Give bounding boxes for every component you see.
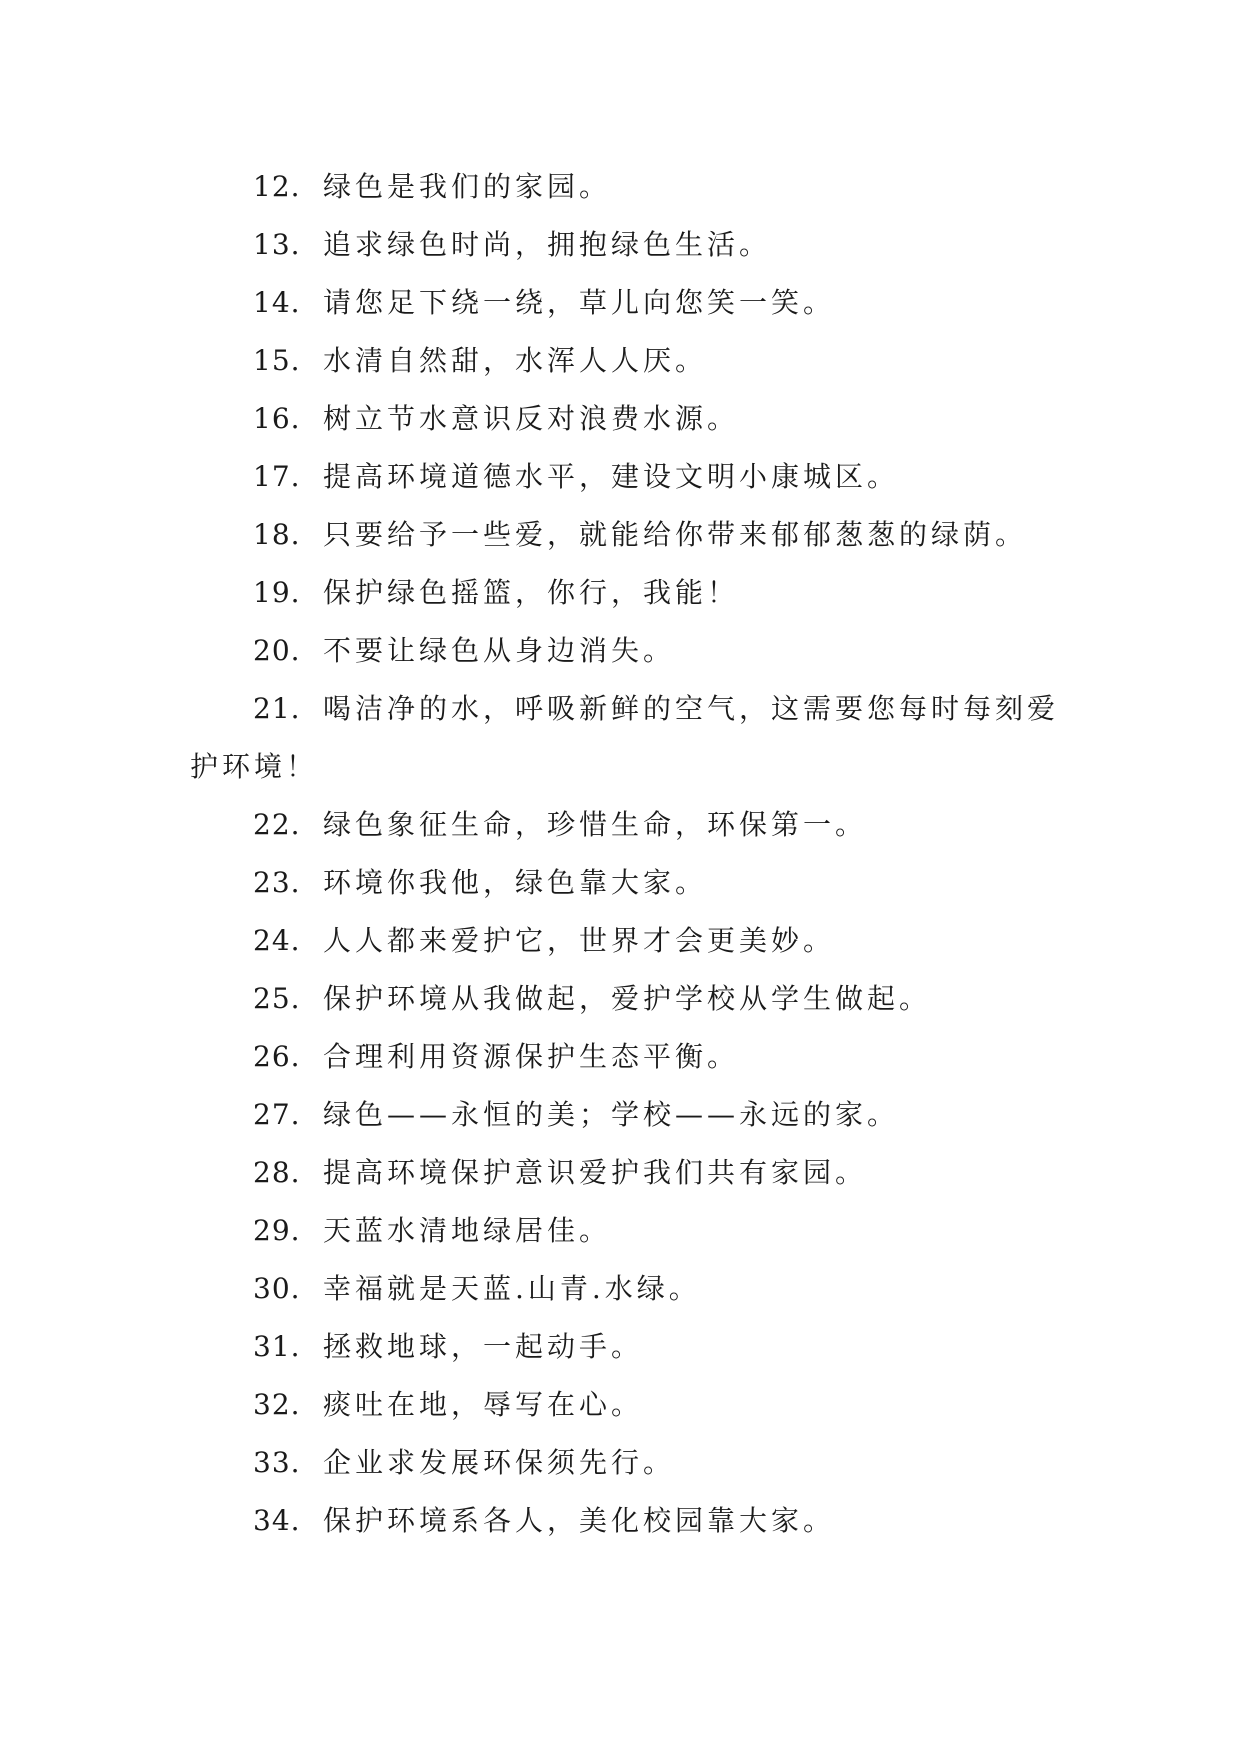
list-item [190,1086,1090,1144]
list-item [190,1318,1090,1376]
item-number: 14. [253,286,301,319]
item-text: 只要给予一些爱，就能给你带来郁郁葱葱的绿荫。 [323,518,1028,551]
item-text: 不要让绿色从身边消失。 [323,634,676,667]
item-text: 水清自然甜，水浑人人厌。 [323,344,708,377]
list-item [190,912,1090,970]
list-item [190,332,1090,390]
item-text: 树立节水意识反对浪费水源。 [323,402,740,435]
item-number: 28. [253,1156,301,1189]
item-text: 天蓝水清地绿居佳。 [323,1214,612,1247]
item-number: 32. [253,1388,301,1421]
list-item [190,680,1070,796]
list-item [190,448,1090,506]
item-number: 33. [253,1446,301,1479]
item-number: 24. [253,924,301,957]
item-text: 痰吐在地，辱写在心。 [323,1388,644,1421]
list-item [190,158,1090,216]
item-number: 12. [253,170,301,203]
item-number: 13. [253,228,301,261]
list-item [190,1202,1090,1260]
item-number: 17. [253,460,301,493]
item-text: 追求绿色时尚，拥抱绿色生活。 [323,228,772,261]
item-number: 26. [253,1040,301,1073]
item-text: 保护环境系各人，美化校园靠大家。 [323,1504,836,1537]
item-text: 提高环境保护意识爱护我们共有家园。 [323,1156,868,1189]
item-number: 22. [253,808,301,841]
item-text: 绿色是我们的家园。 [323,170,612,203]
item-text: 企业求发展环保须先行。 [323,1446,676,1479]
item-text: 绿色象征生命，珍惜生命，环保第一。 [323,808,868,841]
list-item [190,1492,1090,1550]
list-item [190,1376,1090,1434]
list-item [190,1028,1090,1086]
list-item [190,796,1090,854]
item-number: 29. [253,1214,301,1247]
list-item [190,274,1090,332]
item-text: 请您足下绕一绕，草儿向您笑一笑。 [323,286,836,319]
item-number: 30. [253,1272,301,1305]
item-number: 19. [253,576,301,609]
list-item [190,854,1090,912]
list-item [190,216,1090,274]
item-text: 合理利用资源保护生态平衡。 [323,1040,740,1073]
list-item [190,1260,1090,1318]
item-text: 拯救地球，一起动手。 [323,1330,644,1363]
item-text: 绿色——永恒的美；学校——永远的家。 [323,1098,900,1131]
list-item [190,622,1090,680]
item-text: 提高环境道德水平，建设文明小康城区。 [323,460,900,493]
list-item [190,506,1090,564]
item-number: 18. [253,518,301,551]
item-number: 21. [253,692,301,725]
item-number: 23. [253,866,301,899]
item-number: 27. [253,1098,301,1131]
slogan-list [190,158,1090,1550]
item-number: 25. [253,982,301,1015]
item-number: 16. [253,402,301,435]
item-text: 喝洁净的水，呼吸新鲜的空气，这需要您每时每刻爱护环境！ [190,692,1060,783]
list-item [190,390,1090,448]
item-number: 31. [253,1330,301,1363]
item-number: 34. [253,1504,301,1537]
list-item [190,564,1090,622]
item-text: 保护绿色摇篮，你行，我能！ [323,576,740,609]
item-number: 15. [253,344,301,377]
item-text: 人人都来爱护它，世界才会更美妙。 [323,924,836,957]
list-item [190,970,1090,1028]
list-item [190,1434,1090,1492]
list-item [190,1144,1090,1202]
item-number: 20. [253,634,301,667]
item-text: 幸福就是天蓝.山青.水绿。 [323,1272,701,1305]
item-text: 环境你我他，绿色靠大家。 [323,866,708,899]
item-text: 保护环境从我做起，爱护学校从学生做起。 [323,982,932,1015]
